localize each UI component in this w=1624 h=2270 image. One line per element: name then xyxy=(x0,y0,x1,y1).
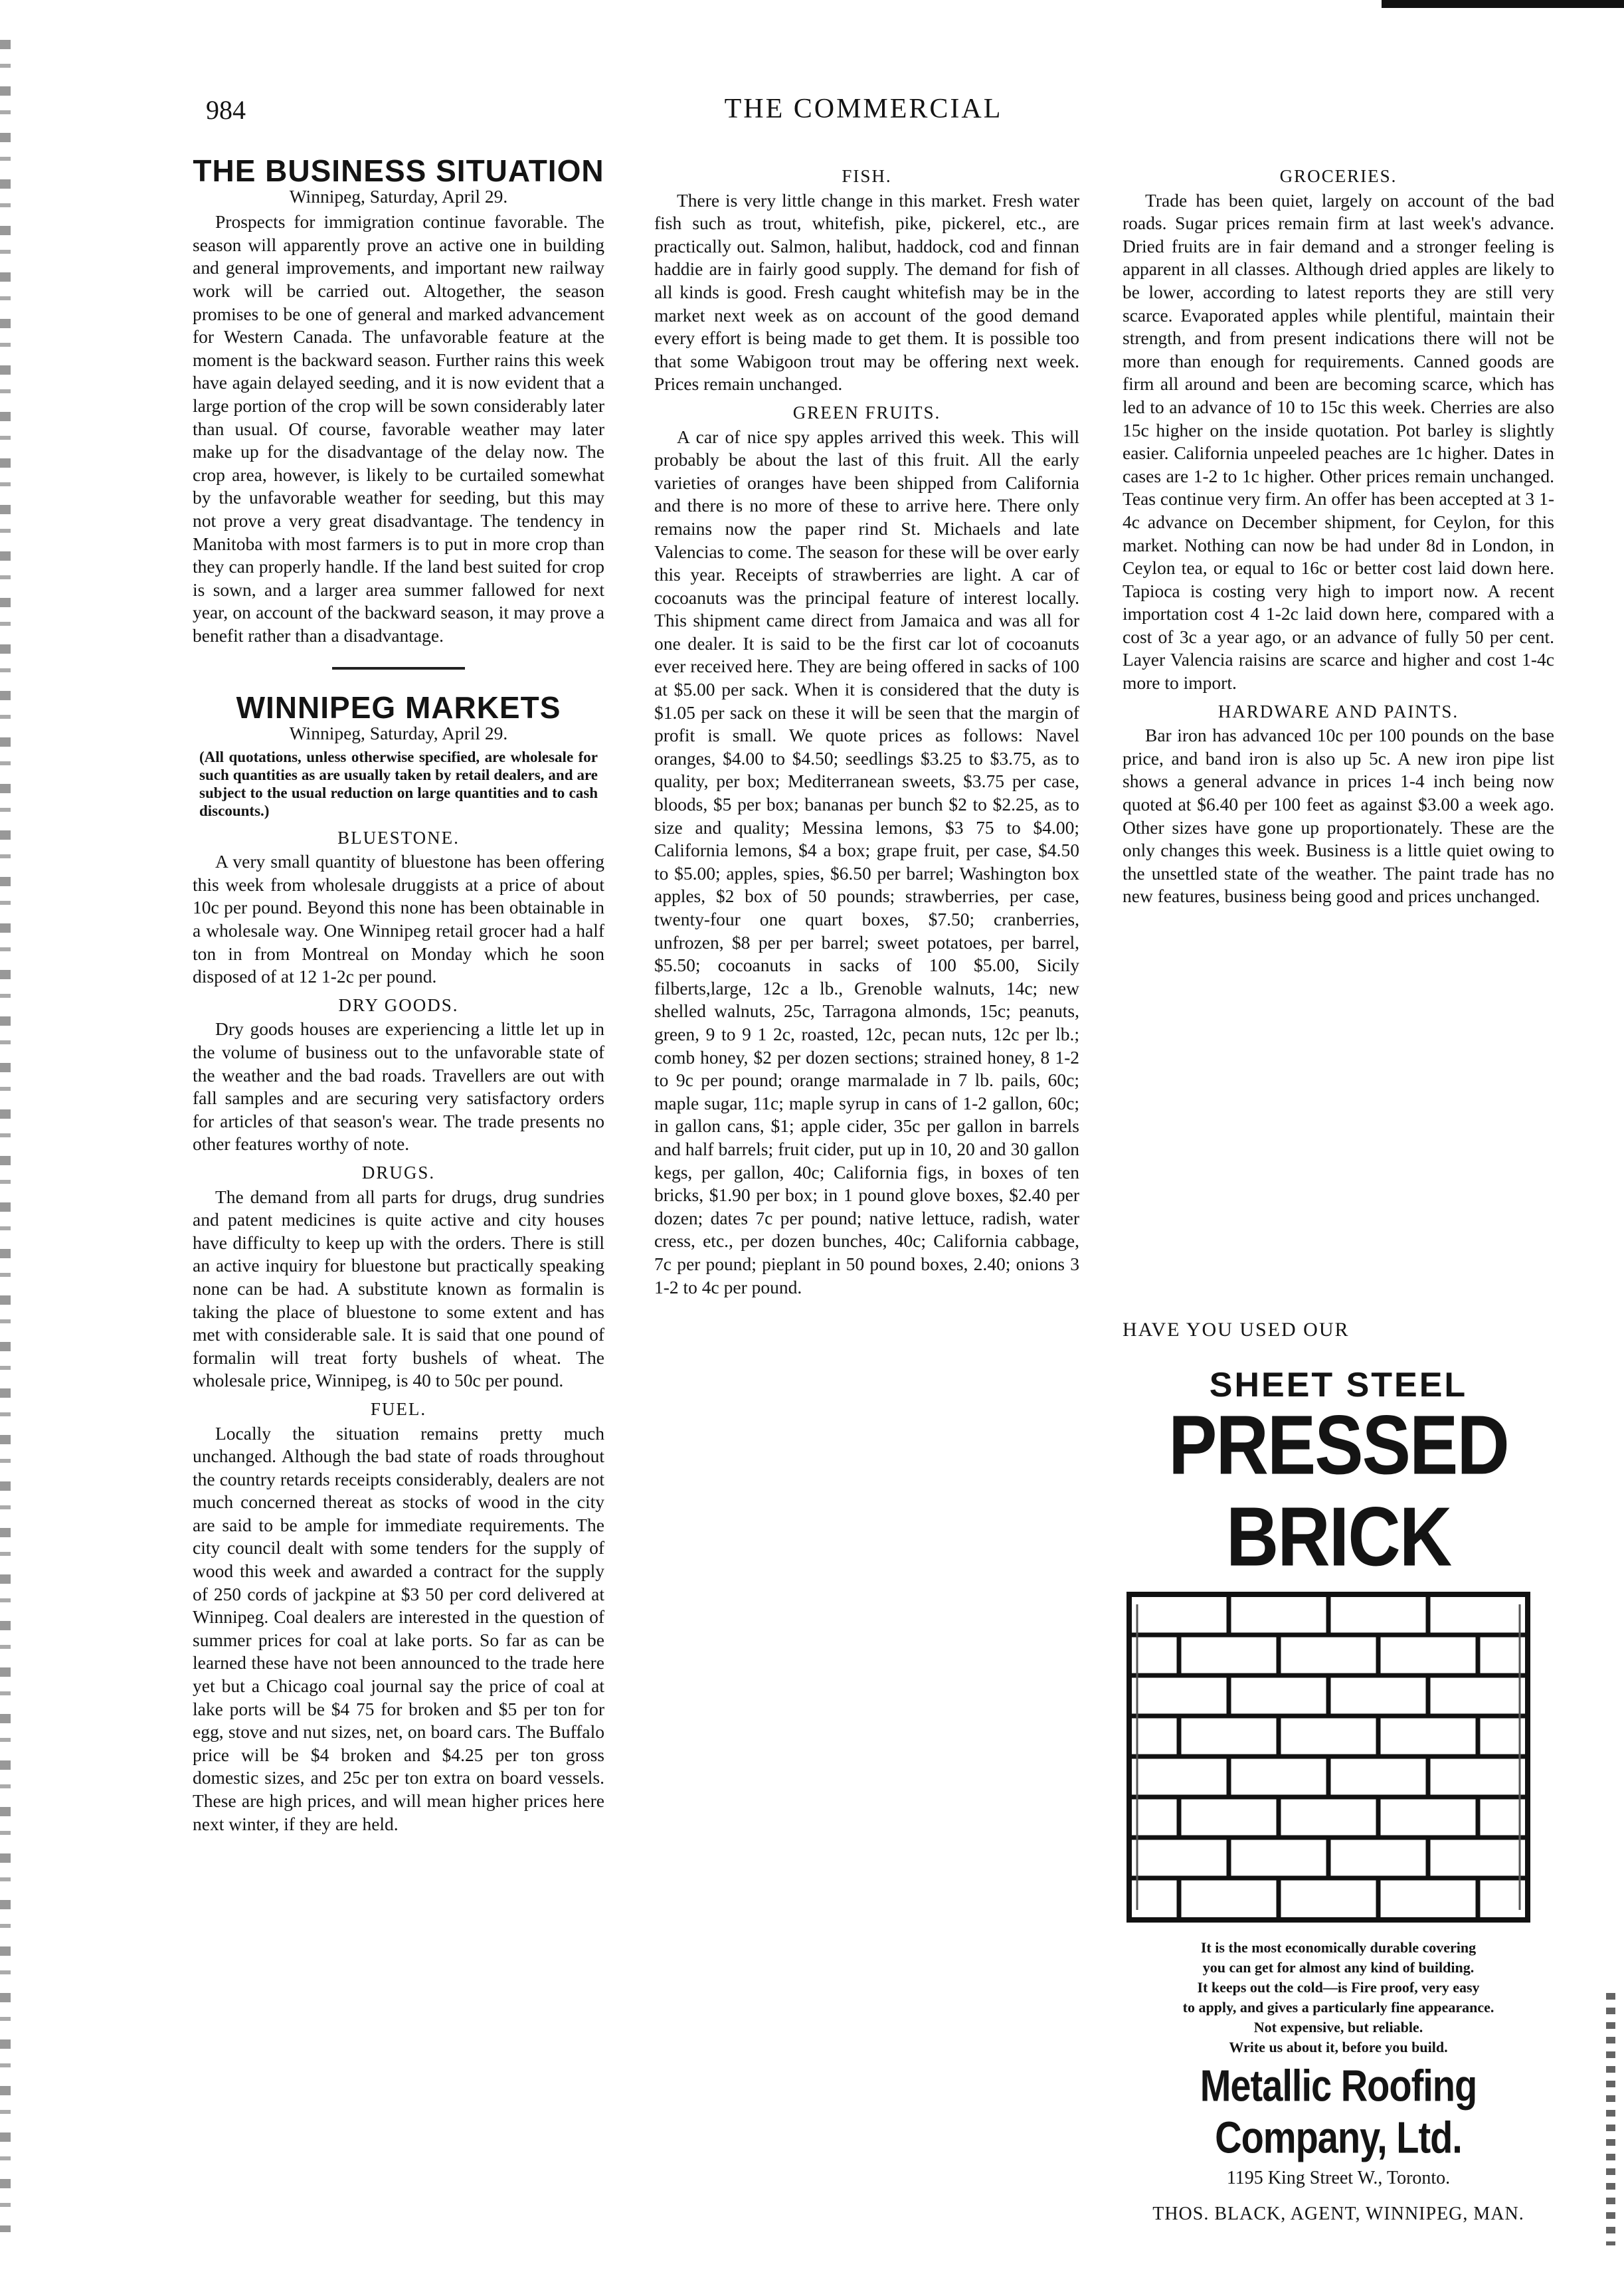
ad-copy-line-1: It is the most economically durable covering xyxy=(1200,1939,1477,1956)
binding-gutter xyxy=(0,40,11,2232)
ad-copy-line-5: Not expensive, but reliable. xyxy=(1253,2019,1423,2035)
green-fruits-heading: GREEN FRUITS. xyxy=(792,402,941,423)
ad-copy-line-4: to apply, and gives a particularly fine appearance. xyxy=(1182,1999,1494,2016)
drugs-heading: DRUGS. xyxy=(361,1162,436,1182)
column-2 xyxy=(654,159,1079,1299)
green-fruits-body: A car of nice spy apples arrived this week. This will probably be about the last of this fruit. All the early varieties of oranges have been shipped from California and there is no more of these to arrive here. There only remains now the paper rind St. Michaels and late Valencias to come. The season for these will be over early this year. Receipts of strawberries are light. A car of cocoanuts was the principal feature of interest locally. This shipment came direct from Jamaica and was all for one dealer. It is said to be the first car lot of cocoanuts ever received here. They are being offered in sacks of 100 at $5.00 per sack. When it is considered that the duty is $1.05 per sack on these it will be seen that the margin of profit is small. We quote prices as follows: Navel oranges, $4.00 to $4.50; seedlings $3.25 to $3.75, as to quality, per box; Mediterranean sweets, $3.75 per case, bloods, $5 per box; bananas per bunch $2 to $2.25, as to size and quality; Messina lemons, $3 75 to $4.00; California lemons, $4 a box; grape fruit, per case, $4.50 to $5.00; apples, spies, $6.50 per barrel; Washington box apples, $2 box of 50 pounds; strawberries, per case, twenty-four one quart boxes, $7.50; cranberries, unfrozen, $8 per per barrel; sweet potatoes, per barrel, $5.50; cocoanuts in sacks of 100 $5.00, Sicily filberts,large, 12c a lb., Grenoble walnuts, 14c; new shelled walnuts, 25c, Tarragona almonds, 15c; peanuts, green, 9 to 9 1 2c, roasted, 12c, pecan nuts, 12c per lb.; comb honey, $2 per dozen sections; strained honey, 8 1-2 to 9c per pound; orange marmalade in 7 lb. pails, 60c; maple sugar, 11c; maple syrup in cans of 1-2 gallon, 60c; in gallon cans, $1; apple cider, 35c per gallon in barrels and half barrels; fruit cider, put up in 10, 20 and 30 gallon kegs, per gallon, 40c; California figs, in boxes of ten bricks, $1.90 per box; in 1 pound glove boxes, $2.40 per dozen; dates 7c per pound; native lettuce, radish, water cress, etc., per dozen bunches, 40c; California cabbage, 7c per pound; pieplant in 50 pound boxes, 2.40; onions 3 1-2 to 4c per pound. xyxy=(654,426,1079,1297)
dry-goods-heading: DRY GOODS. xyxy=(338,994,459,1015)
advertisement xyxy=(1123,1319,1554,2225)
fuel-heading: FUEL. xyxy=(370,1398,427,1419)
bluestone-body: A very small quantity of bluestone has been offering this week from wholesale druggists at a price of about 10c per pound. Beyond this none has been obtainable in a wholesale way. One Winnipeg retail grocer had a half ton in from Montreal on Monday which he soon disposed of at 12 1-2c per pound. xyxy=(193,851,604,987)
ad-copy-line-3: It keeps out the cold—is Fire proof, very easy xyxy=(1197,1979,1480,1996)
fish-body: There is very little change in this market. Fresh water fish such as trout, whitefish, pike, pickerel, etc., are practically out. Salmon, halibut, haddock, cod and finnan haddie are in fairly good supply. The demand for fish of all kinds is good. Fresh caught whitefish may be in the market next week as on account of the good demand every effort is being made to get them. It is possible too that some Wabigoon trout may be offering next week. Prices remain unchanged. xyxy=(654,189,1079,395)
fuel-body: Locally the situation remains pretty much unchanged. Although the bad state of roads throughout the country retards receipts considerably, dealers are not much concerned thereat as stocks of wood in the city are said to be ample for immediate requirements. The city council dealt with some tenders for the supply of wood this week and awarded a contract for the supply of 250 cords of jackpine at $3 50 per cord delivered at Winnipeg. Coal dealers are interested in the question of summer prices for coal at lake ports. So far as can be learned these have not been announced to the trade here yet but a Chicago coal journal say the price of coal at lake ports will be $4 75 for broken and $5 per ton for egg, stove and nut sizes, net, on board cars. The Buffalo price will be $4 broken and $4.25 per ton gross domestic sizes, and 25c per ton extra on board vessels. These are high prices, and will mean higher prices here next winter, if they are held. xyxy=(193,1422,604,1834)
column-3 xyxy=(1123,159,1554,908)
ad-copy-line-6: Write us about it, before you build. xyxy=(1229,2039,1448,2055)
ad-headline-pressed-brick: PRESSED BRICK xyxy=(1168,1398,1508,1584)
bluestone-heading: BLUESTONE. xyxy=(337,827,460,848)
masthead: THE COMMERCIAL xyxy=(724,94,1003,124)
ad-address: 1195 King Street W., Toronto. xyxy=(1226,2168,1451,2188)
markets-title: WINNIPEG MARKETS xyxy=(236,690,561,725)
ad-copy xyxy=(1123,1938,1554,2057)
markets-dateline: Winnipeg, Saturday, April 29. xyxy=(289,723,508,744)
hardware-heading: HARDWARE AND PAINTS. xyxy=(1218,701,1459,721)
hardware-body: Bar iron has advanced 10c per 100 pounds on the base price, and band iron is also up 5c. A new iron pipe list shows a general advance in prices 1-4 inch being now quoted at $6.40 per 100 feet as against $3.00 a week ago. Other sizes have gone up proportionately. These are the only changes this week. Business is a little quiet owing to the unsettled state of the weather. The paint trade has no new features, business being good and prices unchanged. xyxy=(1123,725,1554,907)
business-title: THE BUSINESS SITUATION xyxy=(193,153,604,188)
markets-note: (All quotations, unless otherwise specified, are wholesale for such quantities as are usually taken by retail dealers, and are subject to the usual reduction on large quantities and to cash discounts.) xyxy=(199,748,598,819)
fish-heading: FISH. xyxy=(842,166,892,186)
groceries-heading: GROCERIES. xyxy=(1279,166,1398,186)
drugs-body: The demand from all parts for drugs, drug sundries and patent medicines is quite active and city houses have difficulty to keep up with the orders. There is still an active inquiry for bluestone but practically speaking none can be had. A substitute known as formalin is taking the place of bluestone to some extent and has met with considerable sale. It is said that one pound of formalin will treat forty bushels of wheat. The wholesale price, Winnipeg, is 40 to 50c per pound. xyxy=(193,1186,604,1391)
ad-company-name: Metallic Roofing Company, Ltd. xyxy=(1200,2060,1477,2162)
business-dateline: Winnipeg, Saturday, April 29. xyxy=(289,185,508,207)
top-edge-bar xyxy=(1382,0,1624,8)
brick-wall-illustration xyxy=(1123,1591,1534,1923)
business-body: Prospects for immigration continue favorable. The season will apparently prove an active one in building and general improvements, and important new railway work will be carried out. Altogether, the season promises to be one of general and marked advancement for Western Canada. The unfavorable feature at the moment is the backward season. Further rains this week have again delayed seeding, and it is now evident that a large portion of the crop will be sown considerably later than usual. Of course, favorable weather may later make up for the disadvantage of the delay now. The crop area, however, is likely to be curtailed somewhat by the unfavorable weather for seeding, but this may not prove a very great disadvantage. The tendency in Manitoba with most farmers is to put in more crop than they can properly handle. If the land best suited for crop is sown, and a larger area summer fallowed for next year, on account of the backward season, it may prove a benefit rather than a disadvantage. xyxy=(193,211,604,646)
ad-question: HAVE YOU USED OUR xyxy=(1123,1319,1350,1341)
dry-goods-body: Dry goods houses are experiencing a little let up in the volume of business out to the unfavorable state of the weather and the bad roads. Travellers are out with fall samples and are securing very satisfactory orders for articles of that season's wear. The trade presents no other features worthy of note. xyxy=(193,1018,604,1155)
page-number: 984 xyxy=(206,95,246,125)
groceries-body: Trade has been quiet, largely on account of the bad roads. Sugar prices remain firm at last week's advance. Dried fruits are in fair demand and a stronger feeling is apparent in all classes. Although dried apples are likely to be lower, according to latest reports they are still very scarce. Evaporated apples while plentiful, maintain their strength, and from present indications there will not be more than enough for requirements. Canned goods are firm all around and been are becoming scarce, which has led to an advance of 10 to 15c this week. Cherries are also 15c higher on the inside quotation. Pot barley is slightly easier. California unpeeled peaches are 1c higher. Dates in cases are 1-2 to 1c higher. Other prices remain unchanged. Teas continue very firm. An offer has been accepted at 3 1-4c advance on December shipment, for Ceylon, for this market. Nothing can now be had under 8d in London, in Ceylon tea, or equal to 16c or better cost laid down here. Tapioca is costing very high to import now. A recent importation cost 4 1-2c laid down here, compared with a cost of 3c a year ago, or an advance of fully 50 per cent. Layer Valencia raisins are scarce and higher and cost 1-4c more to import. xyxy=(1123,189,1554,694)
section-divider xyxy=(332,667,465,670)
column-1 xyxy=(193,153,604,1836)
ad-agent: THOS. BLACK, AGENT, WINNIPEG, MAN. xyxy=(1152,2204,1524,2224)
ad-headline-sheet-steel: SHEET STEEL xyxy=(1209,1366,1468,1404)
ad-copy-line-2: you can get for almost any kind of building. xyxy=(1202,1959,1475,1976)
page-edge-mark xyxy=(1606,1993,1615,2245)
